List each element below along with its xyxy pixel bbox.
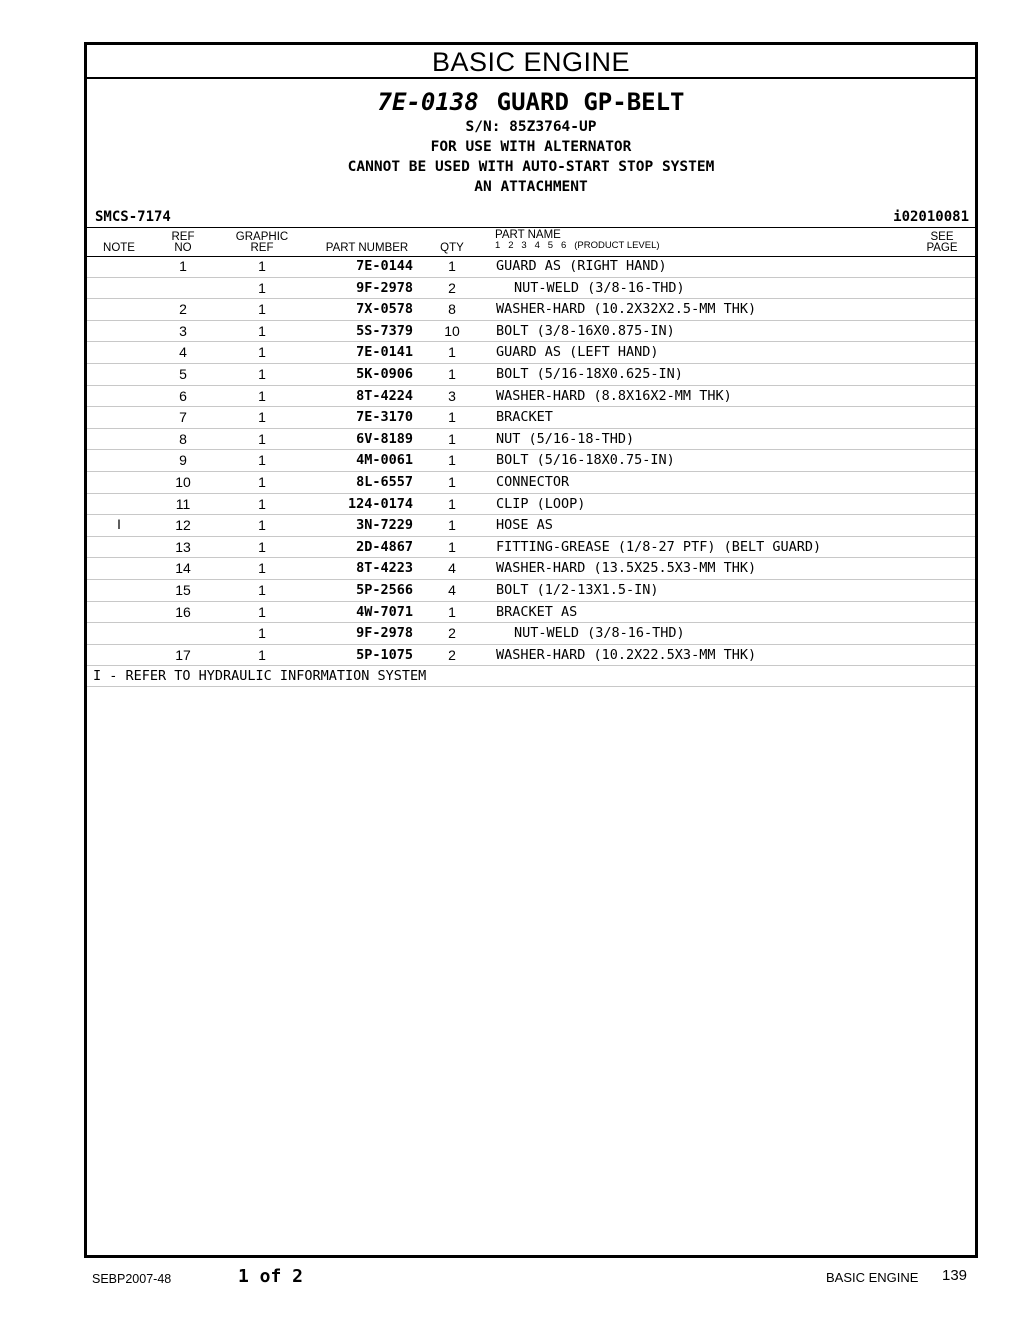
qty-cell: 4 bbox=[448, 560, 456, 577]
part-name-cell: HOSE AS bbox=[496, 517, 553, 534]
table-row bbox=[87, 256, 975, 278]
parts-table-body bbox=[87, 256, 975, 687]
ref-no-cell: 2 bbox=[179, 301, 187, 318]
illustration-id: i02010081 bbox=[893, 209, 969, 225]
meta-row bbox=[93, 209, 969, 227]
table-row bbox=[87, 321, 975, 343]
col-see-top: SEE bbox=[930, 231, 954, 243]
graphic-ref-cell: 1 bbox=[258, 560, 266, 577]
ref-no-cell: 9 bbox=[179, 452, 187, 469]
table-row bbox=[87, 278, 975, 300]
table-row bbox=[87, 299, 975, 321]
group-title bbox=[87, 87, 975, 117]
part-number-cell: 7X-0578 bbox=[356, 301, 413, 318]
col-product-level: 1 2 3 4 5 6 (PRODUCT LEVEL) bbox=[495, 240, 660, 251]
footer-page-number: 139 bbox=[942, 1267, 968, 1284]
part-number-cell: 5P-1075 bbox=[356, 646, 413, 663]
table-row bbox=[87, 645, 975, 667]
part-number-cell: 7E-0141 bbox=[356, 344, 413, 361]
group-part-number: 7E-0138 bbox=[377, 88, 479, 116]
col-ref-bottom: NO bbox=[174, 242, 192, 254]
graphic-ref-cell: 1 bbox=[258, 646, 266, 663]
graphic-ref-cell: 1 bbox=[258, 538, 266, 555]
ref-no-cell: 15 bbox=[175, 581, 191, 598]
graphic-ref-cell: 1 bbox=[258, 473, 266, 490]
part-name-cell: FITTING-GREASE (1/8-27 PTF) (BELT GUARD) bbox=[496, 538, 822, 555]
part-number-cell: 8L-6557 bbox=[356, 473, 413, 490]
page-footer bbox=[0, 1266, 1020, 1296]
qty-cell: 1 bbox=[448, 473, 456, 490]
qty-cell: 3 bbox=[448, 387, 456, 404]
part-number-cell: 8T-4223 bbox=[356, 560, 413, 577]
qty-cell: 4 bbox=[448, 581, 456, 598]
ref-no-cell: 7 bbox=[179, 409, 187, 426]
part-number-cell: 3N-7229 bbox=[356, 517, 413, 534]
group-heading bbox=[87, 79, 975, 212]
table-row bbox=[87, 515, 975, 537]
table-row bbox=[87, 558, 975, 580]
part-number-cell: 8T-4224 bbox=[356, 387, 413, 404]
qty-cell: 1 bbox=[448, 517, 456, 534]
graphic-ref-cell: 1 bbox=[258, 258, 266, 274]
qty-cell: 10 bbox=[444, 322, 460, 339]
graphic-ref-cell: 1 bbox=[258, 344, 266, 361]
footer-doc-id: SEBP2007-48 bbox=[92, 1272, 172, 1286]
part-number-cell: 4W-7071 bbox=[356, 603, 413, 620]
col-qty: QTY bbox=[440, 242, 464, 254]
qty-cell: 8 bbox=[448, 301, 456, 318]
graphic-ref-cell: 1 bbox=[258, 301, 266, 318]
graphic-ref-cell: 1 bbox=[258, 495, 266, 512]
col-part-number: PART NUMBER bbox=[325, 242, 409, 254]
table-row bbox=[87, 342, 975, 364]
table-row bbox=[87, 494, 975, 516]
qty-cell: 1 bbox=[448, 538, 456, 555]
part-number-cell: 5S-7379 bbox=[356, 322, 413, 339]
qty-cell: 2 bbox=[448, 646, 456, 663]
qty-cell: 1 bbox=[448, 258, 456, 274]
col-note: NOTE bbox=[103, 242, 135, 254]
ref-no-cell: 11 bbox=[175, 495, 191, 512]
table-row bbox=[87, 364, 975, 386]
part-number-cell: 7E-3170 bbox=[356, 409, 413, 426]
part-name-cell: BOLT (1/2-13X1.5-IN) bbox=[496, 581, 659, 598]
table-row bbox=[87, 407, 975, 429]
table-row bbox=[87, 602, 975, 624]
qty-cell: 1 bbox=[448, 603, 456, 620]
ref-no-cell: 8 bbox=[179, 430, 187, 447]
graphic-ref-cell: 1 bbox=[258, 365, 266, 382]
qty-cell: 1 bbox=[448, 452, 456, 469]
graphic-ref-cell: 1 bbox=[258, 452, 266, 469]
col-graphic-top: GRAPHIC bbox=[235, 231, 289, 243]
part-number-cell: 124-0174 bbox=[347, 495, 413, 512]
note-cell: I bbox=[117, 517, 121, 533]
part-name-cell: BRACKET bbox=[496, 409, 553, 426]
graphic-ref-cell: 1 bbox=[258, 279, 266, 296]
table-row bbox=[87, 386, 975, 408]
footer-section: BASIC ENGINE bbox=[826, 1270, 919, 1285]
part-name-cell: WASHER-HARD (10.2X22.5X3-MM THK) bbox=[496, 646, 757, 663]
serial-number-line: S/N: 85Z3764-UP bbox=[465, 119, 597, 135]
part-name-cell: BOLT (3/8-16X0.875-IN) bbox=[496, 322, 675, 339]
qty-cell: 1 bbox=[448, 495, 456, 512]
footer-page-of: 1 of 2 bbox=[238, 1266, 304, 1287]
table-row bbox=[87, 472, 975, 494]
qty-cell: 2 bbox=[448, 279, 456, 296]
part-number-cell: 5K-0906 bbox=[356, 365, 413, 382]
ref-no-cell: 4 bbox=[179, 344, 187, 361]
part-name-cell: CONNECTOR bbox=[496, 473, 570, 490]
qty-cell: 1 bbox=[448, 344, 456, 361]
qty-cell: 2 bbox=[448, 625, 456, 642]
column-header-row bbox=[87, 227, 975, 257]
col-see-bottom: PAGE bbox=[926, 242, 958, 254]
ref-no-cell: 13 bbox=[175, 538, 191, 555]
part-name-cell: NUT (5/16-18-THD) bbox=[496, 430, 635, 447]
part-name-cell: CLIP (LOOP) bbox=[496, 495, 586, 512]
graphic-ref-cell: 1 bbox=[258, 430, 266, 447]
table-row bbox=[87, 450, 975, 472]
part-name-cell: NUT-WELD (3/8-16-THD) bbox=[514, 625, 685, 642]
part-name-cell: BOLT (5/16-18X0.625-IN) bbox=[496, 365, 683, 382]
part-name-cell: WASHER-HARD (13.5X25.5X3-MM THK) bbox=[496, 560, 757, 577]
part-number-cell: 2D-4867 bbox=[356, 538, 413, 555]
part-name-cell: GUARD AS (LEFT HAND) bbox=[496, 344, 659, 361]
part-name-cell: WASHER-HARD (8.8X16X2-MM THK) bbox=[496, 387, 732, 404]
graphic-ref-cell: 1 bbox=[258, 322, 266, 339]
col-ref-top: REF bbox=[171, 231, 195, 243]
table-row bbox=[87, 429, 975, 451]
part-number-cell: 9F-2978 bbox=[356, 279, 413, 296]
smcs-code: SMCS-7174 bbox=[95, 209, 171, 225]
attachment-note-line: AN ATTACHMENT bbox=[474, 179, 588, 195]
usage-note-line: FOR USE WITH ALTERNATOR bbox=[430, 139, 632, 155]
qty-cell: 1 bbox=[448, 409, 456, 426]
part-name-cell: BOLT (5/16-18X0.75-IN) bbox=[496, 452, 675, 469]
part-name-cell: NUT-WELD (3/8-16-THD) bbox=[514, 279, 685, 296]
part-number-cell: 4M-0061 bbox=[356, 452, 413, 469]
graphic-ref-cell: 1 bbox=[258, 409, 266, 426]
ref-no-cell: 16 bbox=[175, 603, 191, 620]
ref-no-cell: 10 bbox=[175, 473, 191, 490]
qty-cell: 1 bbox=[448, 430, 456, 447]
restriction-note-line: CANNOT BE USED WITH AUTO-START STOP SYSTEM bbox=[347, 159, 715, 175]
part-number-cell: 6V-8189 bbox=[356, 430, 413, 447]
part-number-cell: 9F-2978 bbox=[356, 625, 413, 642]
group-part-name: GUARD GP-BELT bbox=[496, 88, 685, 116]
section-title: BASIC ENGINE bbox=[87, 45, 975, 79]
table-row bbox=[87, 537, 975, 559]
graphic-ref-cell: 1 bbox=[258, 387, 266, 404]
ref-no-cell: 12 bbox=[175, 517, 191, 534]
footnote-row bbox=[87, 666, 975, 687]
col-graphic-bottom: REF bbox=[250, 242, 274, 254]
ref-no-cell: 17 bbox=[175, 646, 191, 663]
ref-no-cell: 3 bbox=[179, 322, 187, 339]
table-row bbox=[87, 623, 975, 645]
graphic-ref-cell: 1 bbox=[258, 581, 266, 598]
part-name-cell: BRACKET AS bbox=[496, 603, 578, 620]
graphic-ref-cell: 1 bbox=[258, 625, 266, 642]
graphic-ref-cell: 1 bbox=[258, 517, 266, 534]
ref-no-cell: 6 bbox=[179, 387, 187, 404]
footnote-text: I - REFER TO HYDRAULIC INFORMATION SYSTEM bbox=[93, 668, 427, 685]
part-name-cell: GUARD AS (RIGHT HAND) bbox=[496, 258, 667, 274]
part-number-cell: 5P-2566 bbox=[356, 581, 413, 598]
part-number-cell: 7E-0144 bbox=[356, 258, 413, 274]
ref-no-cell: 1 bbox=[179, 258, 187, 274]
col-part-name: PART NAME bbox=[495, 229, 561, 241]
qty-cell: 1 bbox=[448, 365, 456, 382]
part-name-cell: WASHER-HARD (10.2X32X2.5-MM THK) bbox=[496, 301, 757, 318]
parts-page-frame bbox=[84, 42, 978, 1258]
table-row bbox=[87, 580, 975, 602]
ref-no-cell: 5 bbox=[179, 365, 187, 382]
ref-no-cell: 14 bbox=[175, 560, 191, 577]
graphic-ref-cell: 1 bbox=[258, 603, 266, 620]
